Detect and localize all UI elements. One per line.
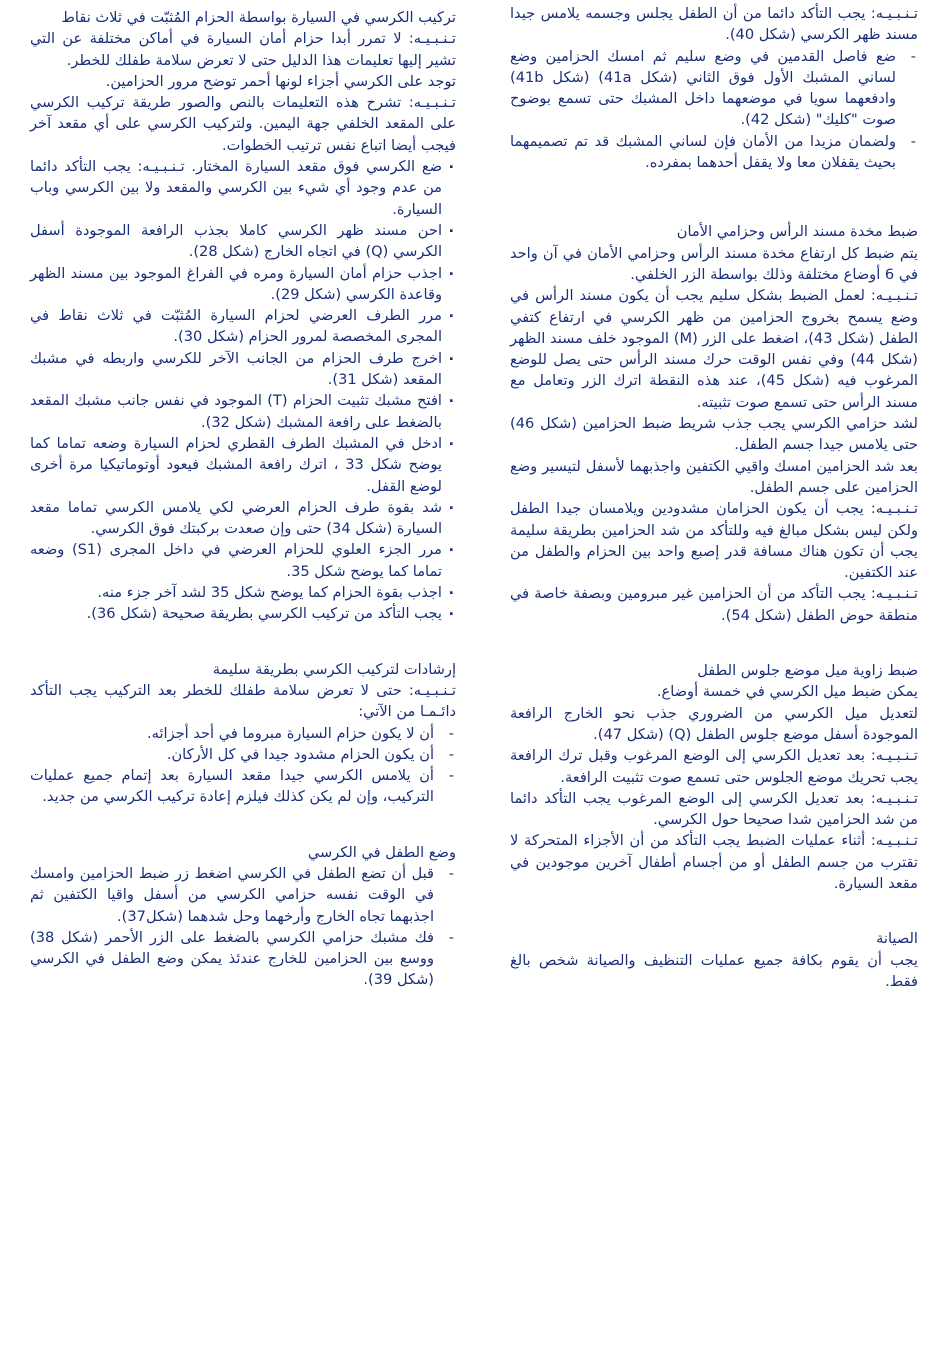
placing-child-list (30, 863, 456, 991)
list-item: . شد بقوة طرف الحزام العرضي لكي يلامس الكرسي تماما مقعد السيارة (شكل 34) حتى وإن صعدت بركبتك فوق الكرسي. (30, 497, 456, 540)
paragraph: لتعديل ميل الكرسي من الضروري جذب نحو الخارج الرافعة الموجودة أسفل موضع جلوس الطفل (Q) (شكل 47). (510, 704, 918, 743)
list-item: . مرر الجزء العلوي للحزام العرضي في داخل المجرى (S1) وضعه تماما كما يوضح شكل 35. (30, 539, 456, 582)
paragraph: تـنـبـيـه: يجب التأكد من أن الحزامين غير مبرومين وبصفة خاصة في منطقة حوض الطفل (شكل 54). (510, 585, 918, 624)
list-item: - ضع فاصل القدمين في وضع سليم ثم امسك الحزامين وضع لساني المشبك الأول فوق الثاني (شكل 41a) (شكل 41b) وادفعهما سويا في موضعهما داخل المشبك حتى تسمع بوضوح صوت "كليك" (شكل 42). (510, 46, 918, 131)
list-item: . احن مسند ظهر الكرسي كاملا بجذب الرافعة الموجودة أسفل الكرسي (Q) في اتجاه الخارج (شكل 28). (30, 220, 456, 263)
paragraph: يتم ضبط كل ارتفاع مخدة مسند الرأس وحزامي الأمان في آن واحد في 6 أوضاع مختلفة وذلك بواسطة الزر الخلفي. (510, 244, 918, 283)
recline-section-title: ضبط زاوية ميل موضع جلوس الطفل (697, 662, 918, 680)
paragraph: تـنـبـيـه: حتى لا تعرض سلامة طفلك للخطر بعد التركيب يجب التأكد دائـمـا من الآتي: (30, 681, 456, 721)
paragraph: تـنـبـيـه: لا تمرر أبدا حزام أمان السيارة في أماكن مختلفة عن التي تشير إليها تعليمات هذا الدليل حتى لا تعرض سلامة طفلك للخطر. (30, 30, 456, 69)
right-column (510, 3, 918, 992)
list-item: . مرر الطرف العرضي لحزام السيارة المُثبّت في ثلاث نقاط في المجرى المخصصة لمرور الحزام (شكل 30). (30, 305, 456, 348)
harness-check-warning: تـنـبـيـه: يجب التأكد دائما من أن الطفل يجلس وجسمه يلامس جيدا مسند ظهر الكرسي (شكل 40). (510, 5, 918, 44)
buckle-steps-list (510, 46, 918, 174)
maintenance-section-title: الصيانة (876, 930, 918, 948)
list-item: . يجب التأكد من تركيب الكرسي بطريقة صحيحة (شكل 36). (30, 603, 456, 624)
list-item: - أن لا يكون حزام السيارة مبروما في أحد أجزائه. (30, 723, 456, 744)
guidance-section-title: إرشادات لتركيب الكرسي بطريقة سليمة (212, 660, 456, 678)
paragraph: بعد شد الحزامين امسك واقيي الكتفين واجذبهما لأسفل لتيسير وضع الحزامين على جسم الطفل. (510, 457, 918, 496)
guidance-list (30, 723, 456, 808)
paragraph: تـنـبـيـه: يجب أن يكون الحزامان مشدودين ويلامسان جيدا الطفل ولكن ليس بشكل مبالغ فيه وللتأكد من شد الحزامين بطريقة سليمة يجب أن تكون هناك مسافة قدر إصبع واحد بين الحزام والطفل من عند الكتفين. (510, 500, 918, 582)
paragraph: تـنـبـيـه: أثناء عمليات الضبط يجب التأكد من أن الأجزاء المتحركة لا تقترب من جسم الطفل أو من أجسام أطفال آخرين موجودين في مقعد السيارة. (510, 832, 918, 892)
list-item: - فك مشبك حزامي الكرسي بالضغط على الزر الأحمر (شكل 38) ووسع بين الحزامين للخارج عندئذ يمكن وضع الطفل في الكرسي (شكل 39). (30, 927, 456, 991)
list-item: - قبل أن تضع الطفل في الكرسي اضغط زر ضبط الحزامين وامسك في الوقت نفسه حزامي الكرسي من أسفل واقيا الكتفين ثم اجذبهما تجاه الخارج وأرخهما وحل شدهما (شكل37). (30, 863, 456, 927)
list-item: . افتح مشبك تثبيت الحزام (T) الموجود في نفس جانب مشبك المقعد بالضغط على رافعة المشبك (شكل 32). (30, 390, 456, 433)
list-item: - أن يكون الحزام مشدود جيدا في كل الأركان. (30, 744, 456, 765)
install-steps-list (30, 156, 456, 625)
paragraph: تـنـبـيـه: بعد تعديل الكرسي إلى الوضع المرغوب وقبل ترك الرافعة يجب تحريك موضع الجلوس حتى تسمع صوت تثبيت الرافعة. (510, 747, 918, 786)
left-column (30, 7, 456, 991)
paragraph: توجد على الكرسي أجزاء لونها أحمر توضح مرور الحزامين. (105, 72, 456, 90)
placing-child-section-title: وضع الطفل في الكرسي (307, 843, 456, 861)
install-section-title: تركيب الكرسي في السيارة بواسطة الحزام المُثبّت في ثلاث نقاط (61, 9, 456, 26)
list-item: . اجذب بقوة الحزام كما يوضح شكل 35 لشد آخر جزء منه. (30, 582, 456, 603)
list-item: . ادخل في المشبك الطرف القطري لحزام السيارة وضعه تماما كما يوضح شكل 33 ، اترك رافعة المشبك فيعود أوتوماتيكيا مرة أخرى لوضع القفل. (30, 433, 456, 497)
list-item: . اجذب حزام أمان السيارة ومره في الفراغ الموجود بين مسند الظهر وقاعدة الكرسي (شكل 29). (30, 263, 456, 306)
paragraph: تـنـبـيـه: تشرح هذه التعليمات بالنص والصور طريقة تركيب الكرسي على المقعد الخلفي جهة اليمين. ولتركيب الكرسي على أي مقعد آخر فيجب أيضا اتباع نفس ترتيب الخطوات. (30, 94, 456, 154)
paragraph: تـنـبـيـه: بعد تعديل الكرسي إلى الوضع المرغوب يجب التأكد دائما من شد الحزامين شدا صحيحا حول الكرسي. (510, 789, 918, 829)
list-item: . اخرج طرف الحزام من الجانب الآخر للكرسي واربطه في مشبك المقعد (شكل 31). (30, 348, 456, 391)
paragraph: لشد حزامي الكرسي يجب جذب شريط ضبط الحزامين (شكل 46) حتى يلامس جيدا جسم الطفل. (510, 415, 918, 454)
list-item: - أن يلامس الكرسي جيدا مقعد السيارة بعد إتمام جميع عمليات التركيب، وإن لم يكن كذلك فيلزم إعادة تركيب الكرسي من جديد. (30, 765, 456, 808)
list-item: - ولضمان مزيدا من الأمان فإن لساني المشبك قد تم تصميمهما بحيث يقفلان معا ولا يقفل أحدهما بمفرده. (510, 131, 918, 174)
paragraph: تـنـبـيـه: لعمل الضبط بشكل سليم يجب أن يكون مسند الرأس في وضع يسمح بخروج الحزامين من ظهر الكرسي في ارتفاع كتفي الطفل (شكل 43)، اضغط على الزر (M) الموجود خلف مسند الظهر (شكل 44) وفي نفس الوقت حرك مسند الرأس حتى يصل للوضع المرغوب فيه (شكل 45)، عند هذه النقطة اترك الزر وتعامل مع مسند الرأس حتى تسمع صوت تثبيته. (510, 287, 918, 411)
paragraph: يمكن ضبط ميل الكرسي في خمسة أوضاع. (656, 683, 918, 701)
list-item: . ضع الكرسي فوق مقعد السيارة المختار. تـنـبـيـه: يجب التأكد دائما من عدم وجود أي شيء بين الكرسي والمقعد ولا بين الكرسي وباب السيارة. (30, 156, 456, 220)
headrest-section-title: ضبط مخدة مسند الرأس وحزامي الأمان (676, 223, 918, 241)
paragraph: يجب أن يقوم بكافة جميع عمليات التنظيف والصيانة شخص بالغ فقط. (510, 951, 918, 990)
